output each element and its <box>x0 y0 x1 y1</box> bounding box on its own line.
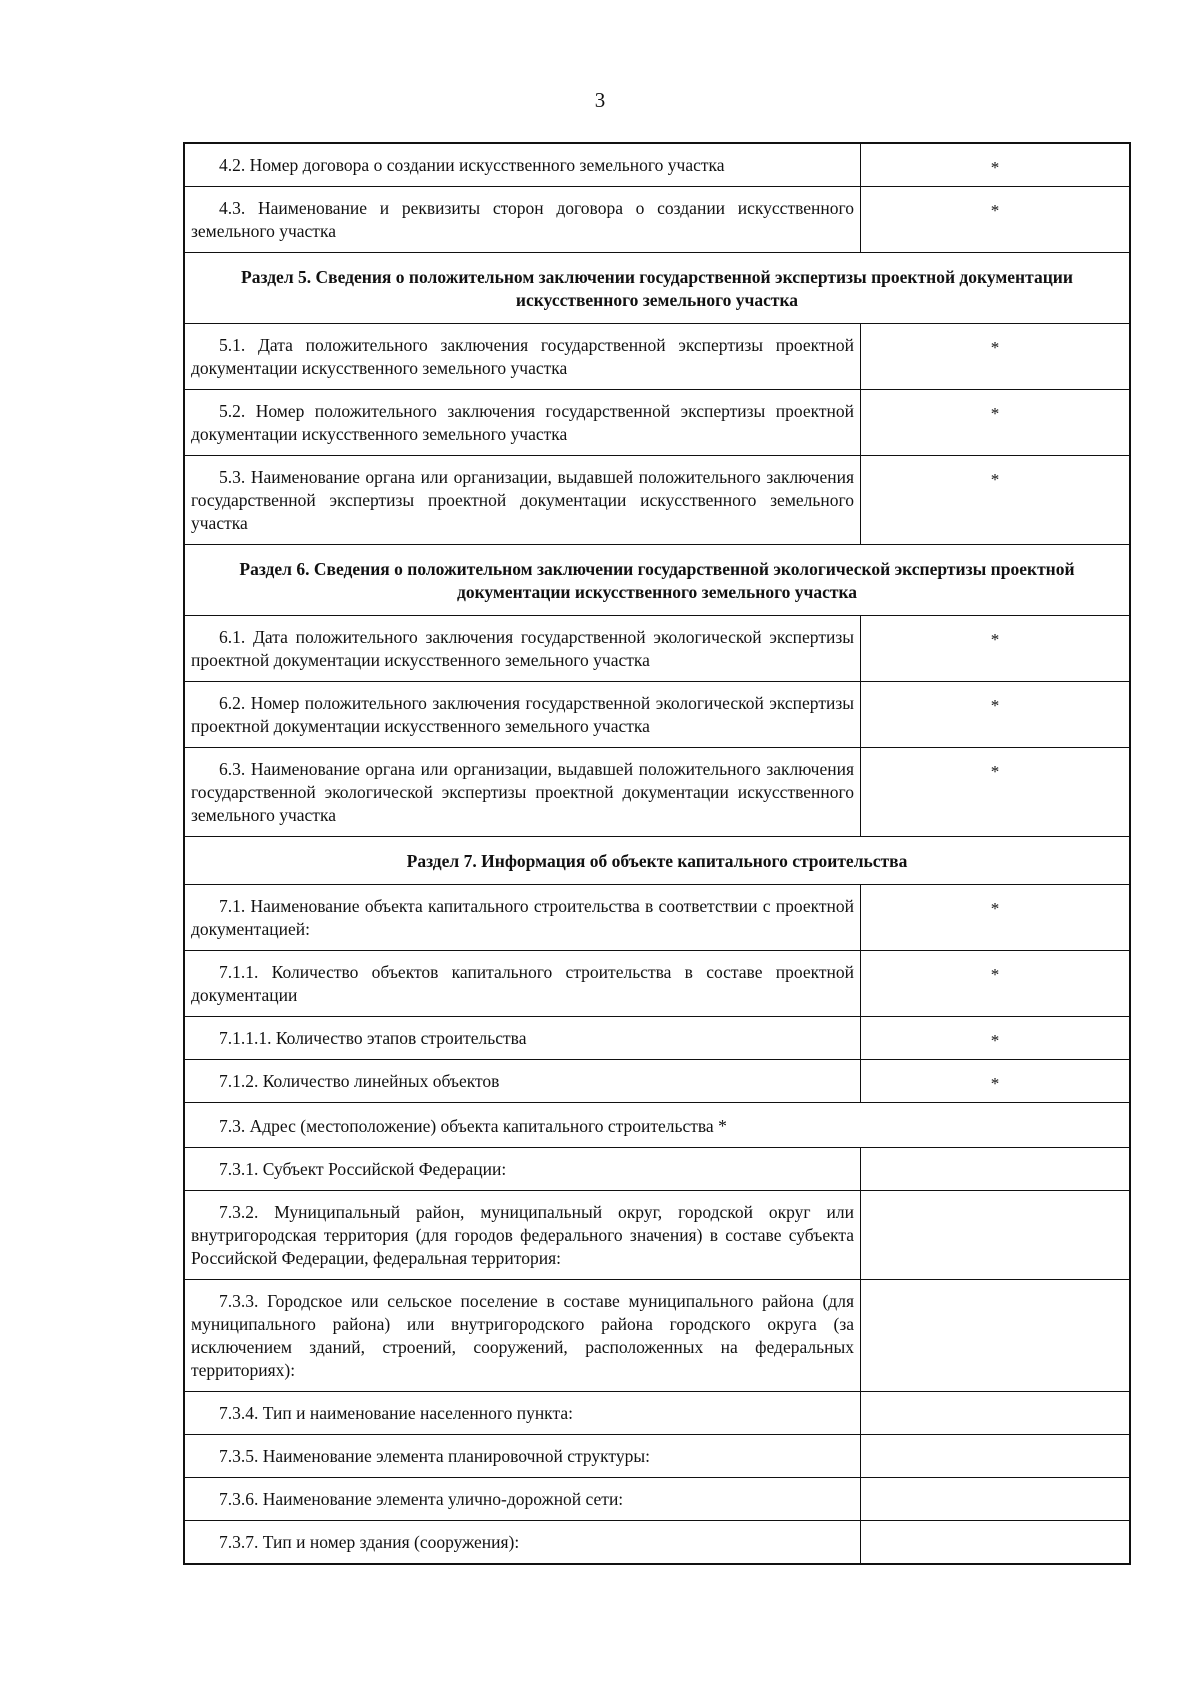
table-row <box>184 1191 1130 1280</box>
section-title: Раздел 6. Сведения о положительном заключении государственной экологической экспертизы проектной документации искусственного земельного участка <box>184 545 1130 616</box>
row-value <box>861 1478 1131 1521</box>
row-label: 7.1.1. Количество объектов капитального строительства в составе проектной документации <box>184 951 861 1017</box>
section-header-row <box>184 253 1130 324</box>
row-label: 5.1. Дата положительного заключения государственной экспертизы проектной документации искусственного земельного участка <box>184 324 861 390</box>
row-value: * <box>861 1060 1131 1103</box>
address-header-row <box>184 1103 1130 1148</box>
row-label: 6.1. Дата положительного заключения государственной экологической экспертизы проектной документации искусственного земельного участка <box>184 616 861 682</box>
row-label: 7.1.2. Количество линейных объектов <box>184 1060 861 1103</box>
row-value: * <box>861 324 1131 390</box>
row-label: 6.3. Наименование органа или организации, выдавшей положительного заключения государственной экологической экспертизы проектной документации искусственного земельного участка <box>184 748 861 837</box>
table-row <box>184 1435 1130 1478</box>
page-number: 3 <box>594 88 606 112</box>
row-value <box>861 1435 1131 1478</box>
row-value: * <box>861 951 1131 1017</box>
row-value: * <box>861 143 1131 187</box>
table-row <box>184 1521 1130 1565</box>
row-label: 7.3.6. Наименование элемента улично-дорожной сети: <box>184 1478 861 1521</box>
table-row <box>184 748 1130 837</box>
row-label: 7.3.7. Тип и номер здания (сооружения): <box>184 1521 861 1565</box>
row-label: 4.2. Номер договора о создании искусственного земельного участка <box>184 143 861 187</box>
section-header-row <box>184 837 1130 885</box>
section-header-row <box>184 545 1130 616</box>
table-row <box>184 885 1130 951</box>
table-row <box>184 1148 1130 1191</box>
row-label: 4.3. Наименование и реквизиты сторон договора о создании искусственного земельного участка <box>184 187 861 253</box>
row-label: 5.2. Номер положительного заключения государственной экспертизы проектной документации искусственного земельного участка <box>184 390 861 456</box>
table-row <box>184 682 1130 748</box>
row-value: * <box>861 1017 1131 1060</box>
table-row <box>184 324 1130 390</box>
table-row <box>184 1280 1130 1392</box>
row-value: * <box>861 885 1131 951</box>
row-label: 7.3.2. Муниципальный район, муниципальный округ, городской округ или внутригородская территория (для городов федерального значения) в составе субъекта Российской Федерации, федеральная территория: <box>184 1191 861 1280</box>
table-row <box>184 616 1130 682</box>
row-label: 5.3. Наименование органа или организации, выдавшей положительного заключения государственной экспертизы проектной документации искусственного земельного участка <box>184 456 861 545</box>
row-label: 7.1. Наименование объекта капитального строительства в соответствии с проектной документацией: <box>184 885 861 951</box>
form-table <box>183 142 1131 1565</box>
table-row <box>184 1060 1130 1103</box>
row-label: 7.3.5. Наименование элемента планировочной структуры: <box>184 1435 861 1478</box>
table-row <box>184 1392 1130 1435</box>
section-title: Раздел 7. Информация об объекте капитального строительства <box>184 837 1130 885</box>
address-header: 7.3. Адрес (местоположение) объекта капитального строительства * <box>184 1103 1130 1148</box>
table-row <box>184 143 1130 187</box>
row-value: * <box>861 748 1131 837</box>
table-row <box>184 390 1130 456</box>
row-value: * <box>861 616 1131 682</box>
row-value: * <box>861 390 1131 456</box>
row-label: 7.3.1. Субъект Российской Федерации: <box>184 1148 861 1191</box>
row-label: 7.3.4. Тип и наименование населенного пункта: <box>184 1392 861 1435</box>
row-value <box>861 1148 1131 1191</box>
row-value: * <box>861 187 1131 253</box>
table-row <box>184 1478 1130 1521</box>
row-value <box>861 1280 1131 1392</box>
row-value: * <box>861 682 1131 748</box>
row-value <box>861 1392 1131 1435</box>
table-row <box>184 951 1130 1017</box>
row-value: * <box>861 456 1131 545</box>
table-row <box>184 1017 1130 1060</box>
table-row <box>184 456 1130 545</box>
row-label: 6.2. Номер положительного заключения государственной экологической экспертизы проектной документации искусственного земельного участка <box>184 682 861 748</box>
table-row <box>184 187 1130 253</box>
row-value <box>861 1521 1131 1565</box>
row-label: 7.1.1.1. Количество этапов строительства <box>184 1017 861 1060</box>
row-label: 7.3.3. Городское или сельское поселение в составе муниципального района (для муниципального района) или внутригородского района городского округа (за исключением зданий, строений, сооружений, расположенных на федеральных территориях): <box>184 1280 861 1392</box>
section-title: Раздел 5. Сведения о положительном заключении государственной экспертизы проектной документации искусственного земельного участка <box>184 253 1130 324</box>
row-value <box>861 1191 1131 1280</box>
